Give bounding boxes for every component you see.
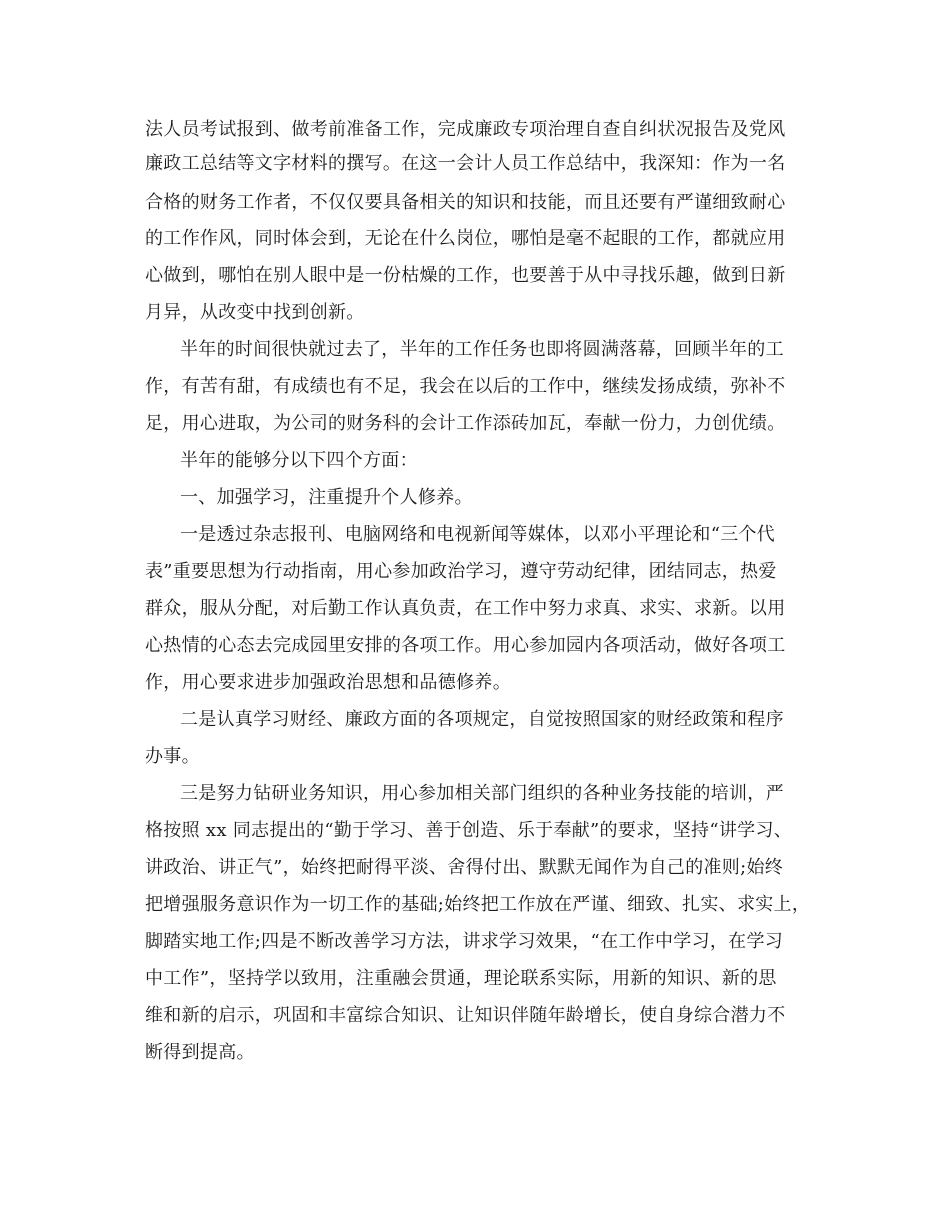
- text-line: 格按照 xx 同志提出的“勤于学习、善于创造、乐于奉献”的要求，坚持“讲学习、: [145, 820, 793, 841]
- text-line: 作，用心要求进步加强政治思想和品德修养。: [145, 672, 511, 693]
- text-line: 讲政治、讲正气”，始终把耐得平淡、舍得付出、默默无闻作为自己的准则;始终: [145, 857, 784, 878]
- text-line: 法人员考试报到、做考前准备工作，完成廉政专项治理自查自纠状况报告及党风: [145, 119, 786, 140]
- text-line: 表”重要思想为行动指南，用心参加政治学习，遵守劳动纪律，团结同志，热爱: [145, 561, 777, 582]
- paragraph-first-line: 一是透过杂志报刊、电脑网络和电视新闻等媒体，以邓小平理论和“三个代: [180, 524, 776, 545]
- paragraph-first-line: 半年的时间很快就过去了，半年的工作任务也即将圆满落幕，回顾半年的工: [180, 339, 784, 360]
- text-line: 作，有苦有甜，有成绩也有不足，我会在以后的工作中，继续发扬成绩，弥补不: [145, 376, 786, 397]
- text-line: 的工作作风，同时体会到，无论在什么岗位，哪怕是毫不起眼的工作，都就应用: [145, 228, 786, 249]
- text-line: 脚踏实地工作;四是不断改善学习方法，讲求学习效果，“在工作中学习，在学习: [145, 931, 784, 952]
- text-line: 中工作”，坚持学以致用，注重融会贯通，理论联系实际，用新的知识、新的思: [145, 968, 777, 989]
- text-line: 维和新的启示，巩固和丰富综合知识、让知识伴随年龄增长，使自身综合潜力不: [145, 1005, 786, 1026]
- text-line: 廉政工总结等文字材料的撰写。在这一会计人员工作总结中，我深知：作为一名: [145, 153, 786, 174]
- section-heading: 一、加强学习，注重提升个人修养。: [180, 487, 473, 508]
- text-line: 足，用心进取，为公司的财务科的会计工作添砖加瓦，奉献一份力，力创优绩。: [145, 413, 786, 434]
- text-line: 合格的财务工作者，不仅仅要具备相关的知识和技能，而且还要有严谨细致耐心: [145, 192, 786, 213]
- text-line: 月异，从改变中找到创新。: [145, 302, 365, 323]
- paragraph-first-line: 二是认真学习财经、廉政方面的各项规定，自觉按照国家的财经政策和程序: [180, 709, 784, 730]
- text-line: 心做到，哪怕在别人眼中是一份枯燥的工作，也要善于从中寻找乐趣，做到日新: [145, 265, 786, 286]
- text-line: 把增强服务意识作为一切工作的基础;始终把工作放在严谨、细致、扎实、求实上，: [145, 894, 811, 915]
- paragraph-first-line: 三是努力钻研业务知识，用心参加相关部门组织的各种业务技能的培训，严: [180, 783, 784, 804]
- text-line: 群众，服从分配，对后勤工作认真负责，在工作中努力求真、求实、求新。以用: [145, 598, 786, 619]
- text-line: 断得到提高。: [145, 1042, 255, 1063]
- text-line: 心热情的心态去完成园里安排的各项工作。用心参加园内各项活动，做好各项工: [145, 635, 786, 656]
- text-line: 办事。: [145, 746, 200, 767]
- paragraph-first-line: 半年的能够分以下四个方面：: [180, 450, 418, 471]
